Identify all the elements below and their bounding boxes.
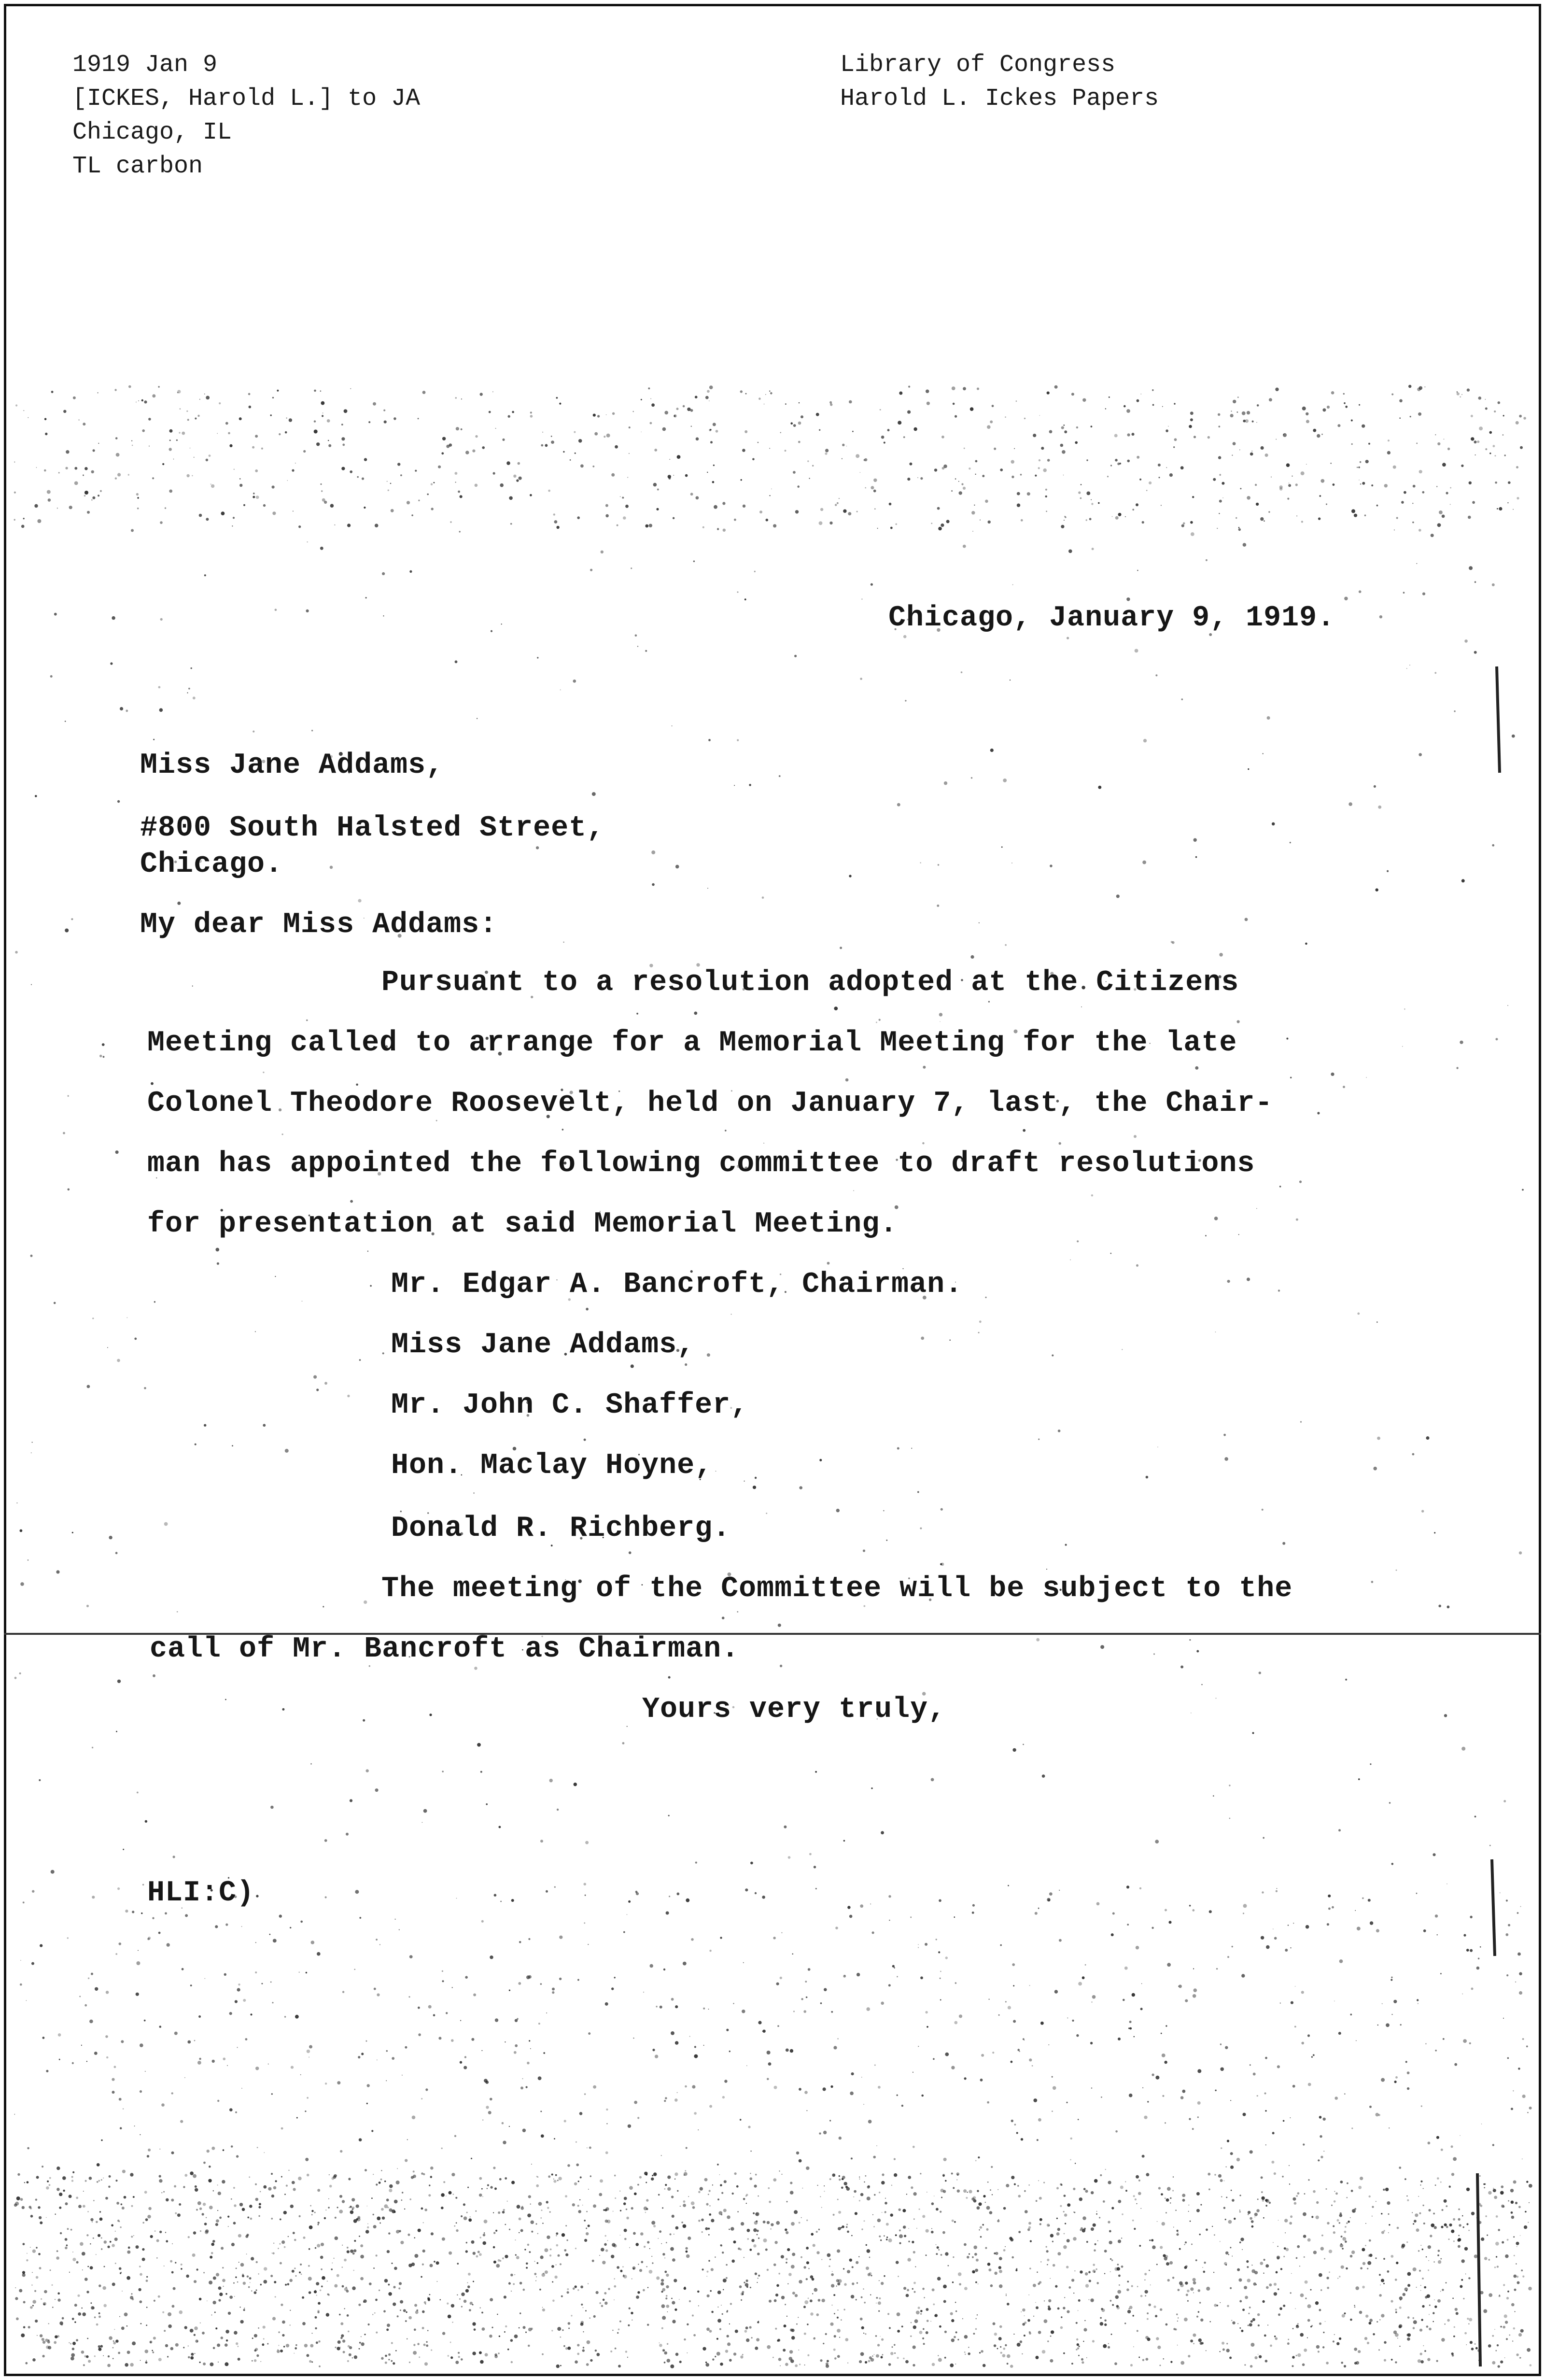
- catalog-place: Chicago, IL: [72, 119, 232, 146]
- repository-name: Library of Congress: [840, 51, 1116, 79]
- complimentary-close: Yours very truly,: [642, 1693, 946, 1726]
- body-line-2: Meeting called to arrange for a Memorial Meeting for the late: [147, 1027, 1237, 1060]
- body-line-4: man has appointed the following committee to draft resolutions: [147, 1148, 1255, 1180]
- repository-metadata: [840, 48, 1159, 116]
- committee-member-5: Donald R. Richberg.: [391, 1512, 731, 1545]
- body-line-1: Pursuant to a resolution adopted at the Citizens: [381, 966, 1239, 999]
- collection-name: Harold L. Ickes Papers: [840, 85, 1159, 113]
- body-line-3: Colonel Theodore Roosevelt, held on January 7, last, the Chair-: [147, 1087, 1273, 1120]
- closing-line-1: The meeting of the Committee will be subject to the: [381, 1572, 1293, 1605]
- closing-line-2: call of Mr. Bancroft as Chairman.: [150, 1633, 740, 1666]
- committee-member-4: Hon. Maclay Hoyne,: [391, 1449, 713, 1482]
- dateline: Chicago, January 9, 1919.: [888, 602, 1335, 635]
- committee-member-1: Mr. Edgar A. Bancroft, Chairman.: [391, 1268, 963, 1301]
- committee-member-2: Miss Jane Addams,: [391, 1329, 695, 1361]
- address-line-street: #800 South Halsted Street,: [140, 812, 605, 845]
- address-line-city: Chicago.: [140, 848, 283, 881]
- catalog-format: TL carbon: [72, 153, 203, 180]
- salutation: My dear Miss Addams:: [140, 908, 498, 941]
- catalog-metadata: [72, 48, 420, 184]
- catalog-date: 1919 Jan 9: [72, 51, 218, 79]
- address-line-name: Miss Jane Addams,: [140, 749, 444, 782]
- body-line-5: for presentation at said Memorial Meeting.: [147, 1208, 898, 1241]
- committee-member-3: Mr. John C. Shaffer,: [391, 1389, 749, 1422]
- reference-initials: HLI:C): [147, 1877, 255, 1910]
- catalog-correspondents: [ICKES, Harold L.] to JA: [72, 85, 421, 113]
